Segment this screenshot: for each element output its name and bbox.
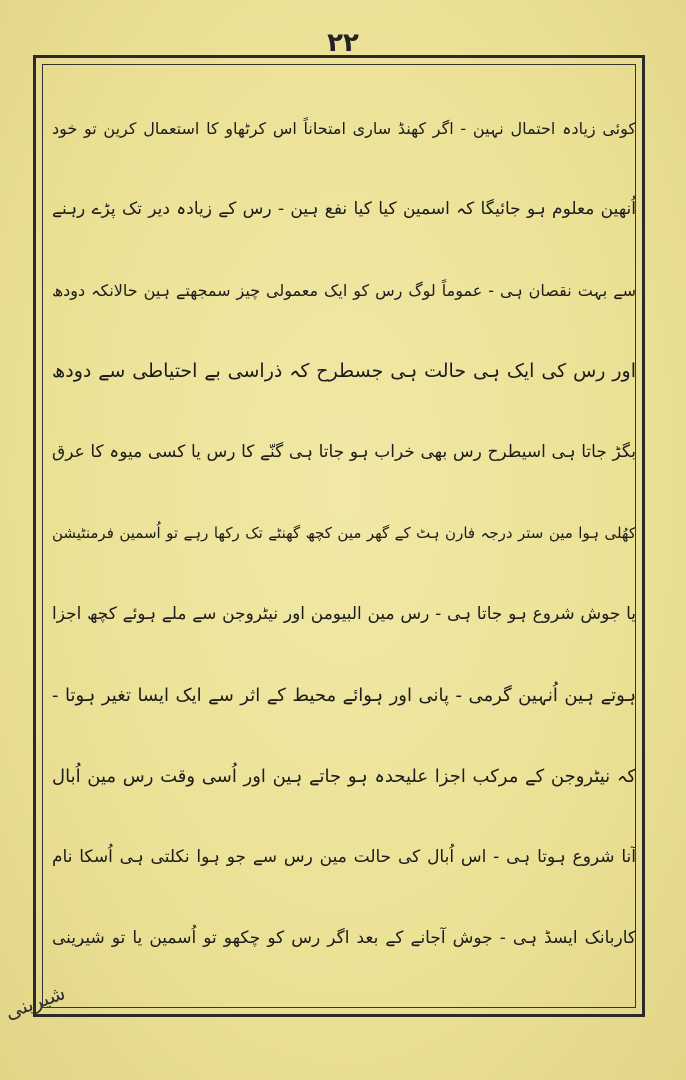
catchword-margin-note: شیرینی: [1, 980, 69, 1024]
text-line: اُنھین معلوم ہو جائیگا کہ اسمین کیا کیا نفع ہین - رس کے زیادہ دیر تک پڑے رہنے: [52, 199, 636, 219]
text-line: ہوتے ہین اُنہین گرمی - پانی اور ہوائے محیط کے اثر سے ایک ایسا تغیر ہوتا -: [52, 685, 636, 706]
text-line: کہ نیٹروجن کے مرکب اجزا علیحدہ ہو جاتے ہین اور اُسی وقت رس مین اُبال: [52, 766, 636, 787]
text-body: [52, 88, 636, 979]
text-line: اور رس کی ایک ہی حالت ہی جسطرح کہ ذراسی بے احتیاطی سے دودھ: [52, 360, 636, 382]
text-line: کاربانک ایسڈ ہی - جوش آجانے کے بعد اگر رس کو چکھو تو اُسمین یا تو شیرینی: [52, 928, 636, 948]
text-line: یا جوش شروع ہو جاتا ہی - رس مین البیومن اور نیٹروجن سے ملے ہوئے کچھ اجزا: [52, 604, 636, 624]
text-line: آنا شروع ہوتا ہی - اس اُبال کی حالت مین رس سے جو ہوا نکلتی ہی اُسکا نام: [52, 847, 636, 867]
text-line: کھُلی ہوا مین ستر درجہ فارن ہٹ کے گھر مین کچھ گھنٹے تک رکھا رہے تو اُسمین فرمنٹیشن: [52, 524, 636, 542]
page-number: ۲۲: [327, 28, 359, 58]
text-line: بگڑ جاتا ہی اسیطرح رس بھی خراب ہو جاتا ہی گنّے کا رس یا کسی میوہ کا عرق: [52, 442, 636, 462]
text-line: سے بہت نقصان ہی - عموماً لوگ رس کو ایک معمولی چیز سمجھتے ہین حالانکہ دودھ: [52, 281, 636, 300]
text-line: کوئی زیادہ احتمال نہین - اگر کھنڈ ساری امتحاناً اس کرٹھاو کا استعمال کرین تو خود: [52, 119, 636, 138]
